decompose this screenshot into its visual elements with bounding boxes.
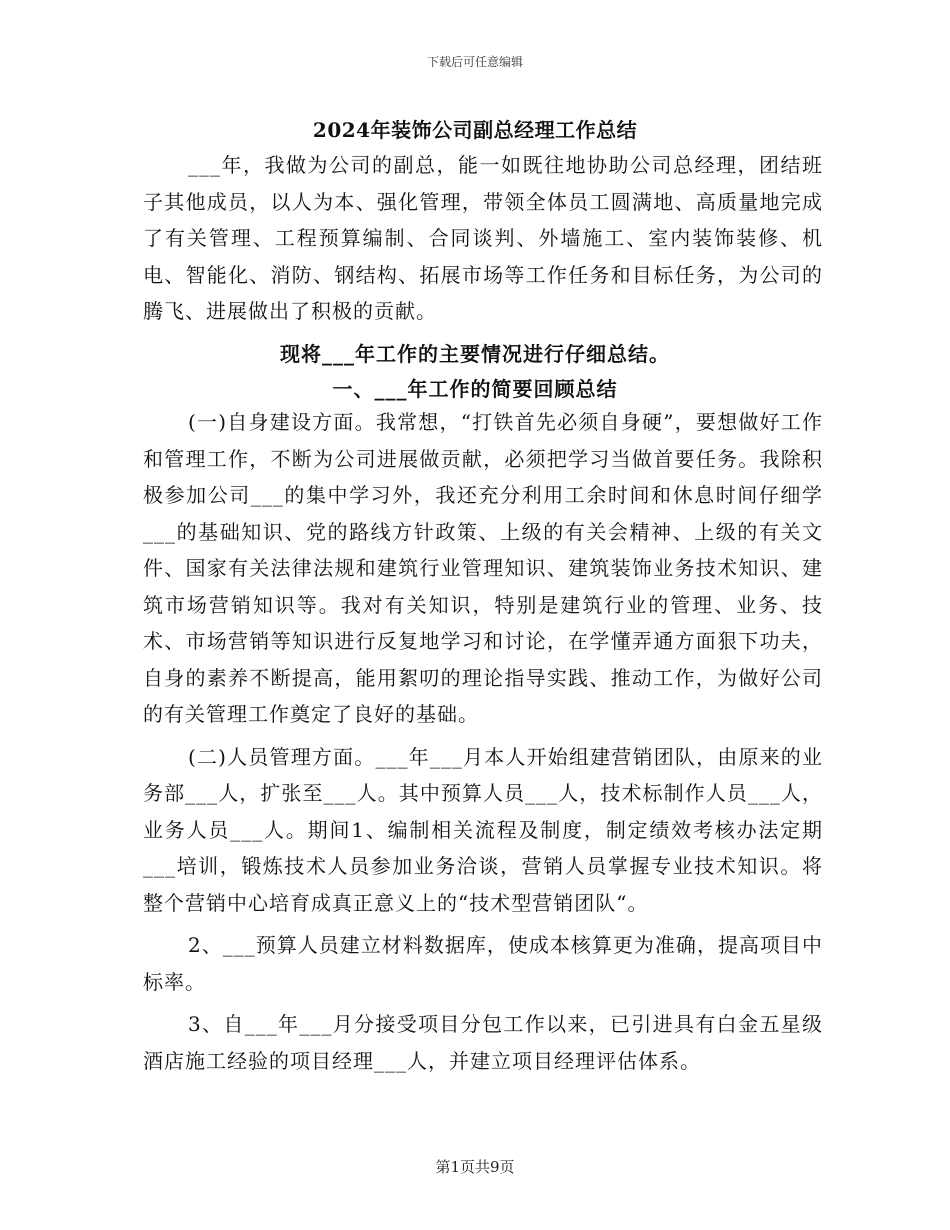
paragraph-item-2: 2、___预算人员建立材料数据库，使成本核算更为准确，提高项目中标率。	[143, 933, 823, 994]
page-footer: 第1页共9页	[435, 1158, 515, 1176]
section-heading: 一、___年工作的简要回顾总结	[332, 377, 618, 401]
body-paragraphs	[143, 404, 823, 1079]
header-note: 下载后可任意编辑	[426, 55, 523, 69]
paragraph-staff-management: (二)人员管理方面。___年___月本人开始组建营销团队，由原来的业务部___人，扩张至___人。其中预算人员___人，技术标制作人员___人，业务人员___人。期间1、编制相关流程及制度，制定绩效考核办法定期___培训，锻炼技术人员参加业务洽谈，营销人员掌握专业技术知识。将整个营销中心培育成真正意义上的“技术型营销团队“。	[143, 744, 823, 915]
intro-paragraph-block	[143, 147, 823, 330]
document-title: 2024年装饰公司副总经理工作总结	[312, 118, 638, 142]
intro-paragraph: ___年，我做为公司的副总，能一如既往地协助公司总经理，团结班子其他成员，以人为本、强化管理，带领全体员工圆满地、高质量地完成了有关管理、工程预算编制、合同谈判、外墙施工、室内装饰装修、机电、智能化、消防、钢结构、拓展市场等工作任务和目标任务，为公司的腾飞、进展做出了积极的贡献。	[143, 153, 823, 323]
paragraph-self-building: (一)自身建设方面。我常想，“打铁首先必须自身硬”，要想做好工作和管理工作，不断为公司进展做贡献，必须把学习当做首要任务。我除积极参加公司___的集中学习外，我还充分利用工余时间和休息时间仔细学___的基础知识、党的路线方针政策、上级的有关会精神、上级的有关文件、国家有关法律法规和建筑行业管理知识、建筑装饰业务技术知识、建筑市场营销知识等。我对有关知识，特别是建筑行业的管理、业务、技术、市场营销等知识进行反复地学习和讨论，在学懂弄通方面狠下功夫，自身的素养不断提高，能用絮叨的理论指导实践、推动工作，为做好公司的有关管理工作奠定了良好的基础。	[143, 410, 823, 726]
summary-heading: 现将___年工作的主要情况进行仔细总结。	[280, 342, 670, 366]
paragraph-item-3: 3、自___年___月分接受项目分包工作以来，已引进具有白金五星级酒店施工经验的项目经理___人，并建立项目经理评估体系。	[143, 1012, 823, 1073]
